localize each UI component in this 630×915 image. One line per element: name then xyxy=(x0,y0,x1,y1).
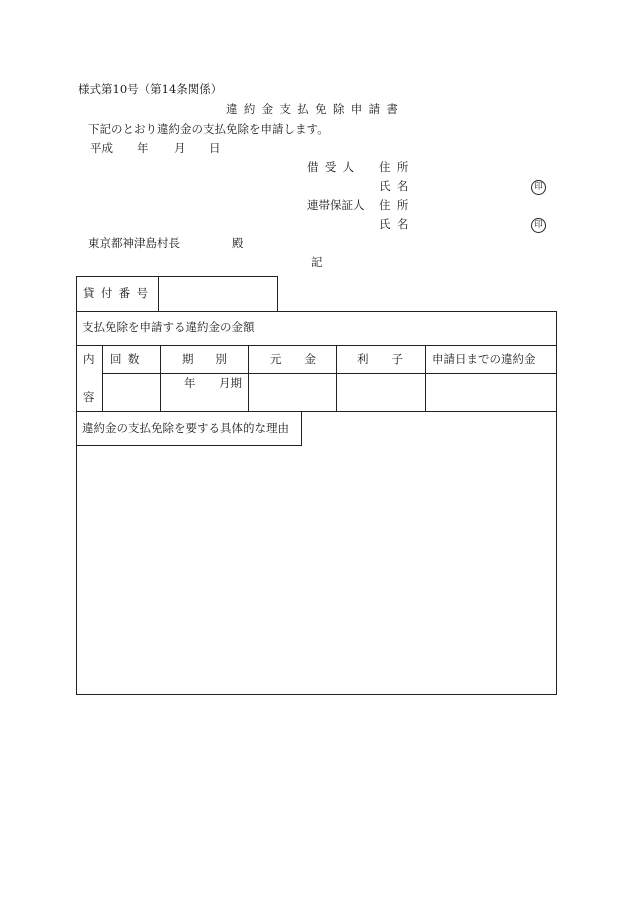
date-year: 年 xyxy=(137,141,149,155)
seal-icon: 印 xyxy=(531,180,546,195)
borrower-address-label: 住所 xyxy=(379,160,415,174)
contents-label-top: 内 xyxy=(83,352,95,366)
table-border xyxy=(76,311,557,312)
amount-field[interactable] xyxy=(290,322,550,336)
form-title: 違約金支払免除申請書 xyxy=(226,102,405,116)
table-border xyxy=(160,345,161,411)
header-count: 回数 xyxy=(110,352,146,366)
notes-heading: 記 xyxy=(311,255,323,269)
intro-text: 下記のとおり違約金の支払免除を申請します。 xyxy=(88,122,329,136)
guarantor-address-label: 住所 xyxy=(379,198,415,212)
borrower-name-label: 氏名 xyxy=(379,179,415,193)
guarantor-label: 連帯保証人 xyxy=(307,198,365,212)
loan-number-label: 貸付番号 xyxy=(83,286,155,300)
honorific: 殿 xyxy=(232,236,244,250)
date-era: 平成 xyxy=(90,141,113,155)
table-border xyxy=(76,276,77,695)
seal-icon: 印 xyxy=(531,218,546,233)
table-border xyxy=(76,694,557,695)
borrower-label: 借受人 xyxy=(307,160,361,174)
table-border xyxy=(76,276,278,277)
date-day: 日 xyxy=(209,141,221,155)
table-border xyxy=(556,311,557,695)
table-border xyxy=(76,345,557,346)
table-border xyxy=(76,411,557,412)
header-principal: 元金 xyxy=(270,352,339,366)
header-interest: 利子 xyxy=(357,352,426,366)
date-month: 月 xyxy=(174,141,186,155)
table-border xyxy=(301,411,302,446)
period-month: 月期 xyxy=(219,376,242,390)
form-number: 様式第10号（第14条関係） xyxy=(78,82,223,96)
header-period: 期別 xyxy=(182,352,249,366)
table-border xyxy=(158,276,159,311)
table-border xyxy=(102,345,103,411)
guarantor-name-label: 氏名 xyxy=(379,217,415,231)
period-year: 年 xyxy=(184,376,196,390)
table-border xyxy=(76,445,302,446)
table-border xyxy=(102,373,557,374)
amount-label: 支払免除を申請する違約金の金額 xyxy=(82,320,255,334)
reason-label: 違約金の支払免除を要する具体的な理由 xyxy=(82,421,289,435)
reason-field[interactable] xyxy=(82,455,552,689)
table-border xyxy=(277,276,278,311)
addressee: 東京都神津島村長 xyxy=(88,236,180,250)
header-penalty: 申請日までの違約金 xyxy=(432,352,536,366)
contents-label-bottom: 容 xyxy=(83,390,95,404)
